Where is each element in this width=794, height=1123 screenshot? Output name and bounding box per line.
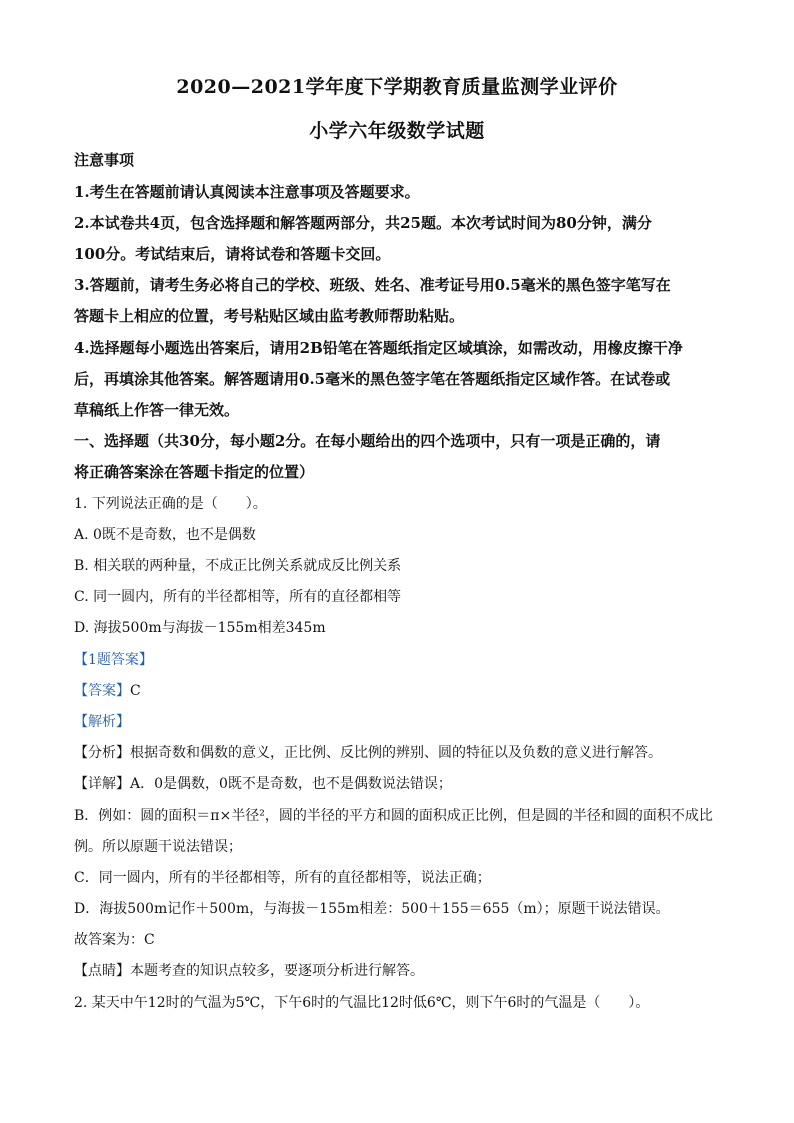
question-option-d: D. 海拔500m与海拔－155m相差345m	[74, 620, 326, 636]
answer-tag	[74, 650, 734, 670]
xiangjie-line	[74, 774, 734, 794]
fenxi-label: 【分析】	[74, 745, 130, 761]
fenxi-line	[74, 743, 734, 763]
exam-title: 2020—2021学年度下学期教育质量监测学业评价	[176, 76, 618, 98]
notice-line: 草稿纸上作答一律无效。	[74, 401, 240, 419]
notice-line: 答题卡上相应的位置，考号粘贴区域由监考教师帮助粘贴。	[74, 307, 465, 325]
dianjing-line	[74, 961, 734, 981]
question-stem: 1. 下列说法正确的是（ ）。	[74, 496, 267, 512]
notice-line: 100分。考试结束后，请将试卷和答题卡交回。	[74, 245, 391, 263]
xiangjie-line: 例。所以原题干说法错误；	[74, 839, 242, 855]
notice-line: 1.考生在答题前请认真阅读本注意事项及答题要求。	[74, 183, 420, 201]
dianjing-text: 本题考查的知识点较多，要逐项分析进行解答。	[130, 963, 424, 979]
dianjing-label: 【点睛】	[74, 963, 130, 979]
xiangjie-line: B．例如：圆的面积＝π×半径²，圆的半径的平方和圆的面积成正比例，但是圆的半径和圆的面积不成比	[74, 808, 713, 824]
question-option-b: B. 相关联的两种量，不成正比例关系就成反比例关系	[74, 558, 402, 574]
notice-heading: 注意事项	[74, 151, 135, 169]
answer-label: 【答案】	[74, 683, 130, 699]
answer-tag-label: 【1题答案】	[74, 652, 153, 668]
notice-line: 3.答题前，请考生务必将自己的学校、班级、姓名、准考证号用0.5毫米的黑色签字笔写在	[74, 276, 671, 294]
xiangjie-label: 【详解】	[74, 776, 130, 792]
fenxi-text: 根据奇数和偶数的意义，正比例、反比例的辨别、圆的特征以及负数的意义进行解答。	[130, 745, 662, 761]
notice-line: 2.本试卷共4页，包含选择题和解答题两部分，共25题。本次考试时间为80分钟，满分	[74, 214, 652, 232]
question-option-c: C. 同一圆内，所有的半径都相等，所有的直径都相等	[74, 589, 402, 605]
section-heading: 一、选择题（共30分，每小题2分。在每小题给出的四个选项中，只有一项是正确的，请	[74, 432, 661, 450]
exam-subtitle: 小学六年级数学试题	[309, 120, 485, 142]
xiangjie-text: A．0是偶数，0既不是奇数，也不是偶数说法错误；	[130, 776, 452, 792]
xiangjie-line: C．同一圆内，所有的半径都相等，所有的直径都相等，说法正确；	[74, 870, 491, 886]
answer-value: C	[130, 683, 141, 699]
analysis-tag	[74, 712, 734, 732]
question-option-a: A. 0既不是奇数，也不是偶数	[74, 527, 256, 543]
answer-line	[74, 681, 734, 701]
notice-line: 后，再填涂其他答案。解答题请用0.5毫米的黑色签字笔在答题纸指定区域作答。在试卷或	[74, 370, 671, 388]
conclusion-line: 故答案为：C	[74, 932, 155, 948]
section-heading: 将正确答案涂在答题卡指定的位置）	[74, 463, 315, 481]
analysis-label: 【解析】	[74, 714, 130, 730]
xiangjie-line: D．海拔500m记作＋500m，与海拔－155m相差：500＋155＝655（m）；原题干说法错误。	[74, 901, 670, 917]
notice-line: 4.选择题每小题选出答案后，请用2B铅笔在答题纸指定区域填涂，如需改动，用橡皮擦干净	[74, 339, 683, 357]
question-stem: 2. 某天中午12时的气温为5℃，下午6时的气温比12时低6℃，则下午6时的气温是（ ）。	[74, 995, 650, 1011]
